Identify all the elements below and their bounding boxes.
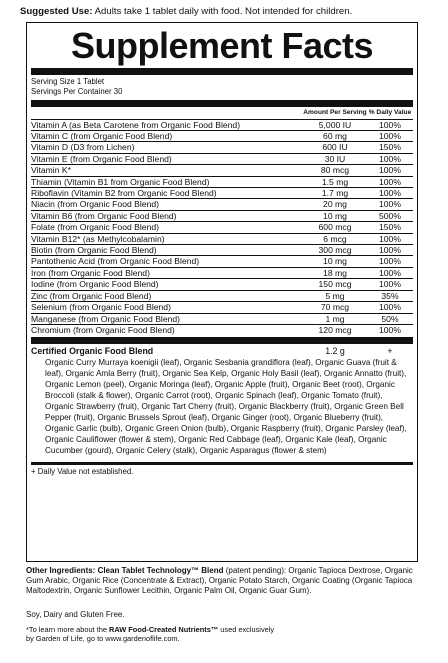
nutrient-row <box>31 119 413 130</box>
nutrient-row <box>31 130 413 141</box>
nutrient-name: Vitamin E (from Organic Food Blend) <box>31 153 172 164</box>
nutrient-row <box>31 278 413 289</box>
nutrient-name: Vitamin K* <box>31 165 71 176</box>
suggested-use-text: Adults take 1 tablet daily with food. Not intended for children. <box>92 6 353 17</box>
nutrient-amount: 6 mcg <box>323 233 347 244</box>
nutrient-row <box>31 290 413 301</box>
nutrient-dv: 100% <box>379 131 401 141</box>
nutrient-amount: 60 mg <box>323 131 347 141</box>
nutrient-name: Manganese (from Organic Food Blend) <box>31 313 181 324</box>
nutrient-dv: 150% <box>379 222 401 233</box>
dv-footnote: + Daily Value not established. <box>31 467 134 477</box>
nutrient-row <box>31 233 413 244</box>
nutrient-row <box>31 301 413 312</box>
nutrient-dv: 100% <box>379 267 401 278</box>
nutrient-name: Vitamin A (as Beta Carotene from Organic Food Blend) <box>31 119 241 130</box>
nutrient-dv: 100% <box>379 279 401 290</box>
nutrient-amount: 5,000 IU <box>318 119 352 130</box>
column-header <box>31 107 413 118</box>
blend-description: Organic Curry Murraya koenigii (leaf), Organic Sesbania grandiflora (leaf), Organic Guava (fruit & leaf), Organic Amla Berry (fruit), Organic Sea Kelp, Organic Holy Basil (leaf), Organic Annatto (fruit), Organic Lemon (peel), Organic Moringa (leaf), Organic Apple (fruit), Organic Beet (root), Organic Broccoli (stalk & flower), Organic Carrot (root), Organic Spinach (leaf), Organic Tomato (fruit), Organic Strawberry (fruit), Organic Tart Cherry (fruit), Organic Blackberry (fruit), Organic Green Bell Pepper (fruit), Organic Brussels Sprout (leaf), Organic Ginger (root), Organic Blueberry (fruit), Organic Garlic (bulb), Organic Green Onion (bulb), Organic Raspberry (fruit), Organic Parsley (leaf), Organic Cauliflower (flower & stem), Organic Red Cabbage (leaf), Organic Kale (leaf), Organic Cucumber (gourd), Organic Celery (stalk), Organic Asparagus (flower & stem) <box>45 358 407 456</box>
nutrient-amount: 600 IU <box>322 142 348 153</box>
serving-size: Serving Size 1 Tablet <box>31 77 105 86</box>
nutrient-amount: 1.5 mg <box>321 176 349 187</box>
nutrient-amount: 20 mg <box>323 199 347 210</box>
nutrient-amount: 10 mg <box>323 256 347 267</box>
panel-title: Supplement Facts <box>70 25 374 66</box>
nutrient-dv: 100% <box>379 256 401 267</box>
nutrient-name: Biotin (from Organic Food Blend) <box>31 245 157 256</box>
suggested-use-label: Suggested Use: <box>20 6 93 17</box>
divider-thick <box>31 337 413 344</box>
nutrient-dv: 100% <box>379 176 401 187</box>
nutrient-name: Iodine (from Organic Food Blend) <box>31 279 159 290</box>
nutrient-row <box>31 267 413 278</box>
raw-food-note <box>26 625 276 644</box>
nutrient-dv: 100% <box>379 188 401 199</box>
note-bold: RAW Food-Created Nutrients™ <box>109 625 219 634</box>
nutrient-name: Vitamin B6 (from Organic Food Blend) <box>31 210 177 221</box>
nutrient-amount: 1 mg <box>325 313 345 324</box>
nutrient-row <box>31 313 413 324</box>
nutrient-dv: 150% <box>379 142 401 153</box>
blend-amount: 1.2 g <box>325 346 345 357</box>
nutrient-row <box>31 141 413 152</box>
nutrient-row <box>31 198 413 209</box>
nutrient-name: Iron (from Organic Food Blend) <box>31 267 150 278</box>
allergen-statement: Soy, Dairy and Gluten Free. <box>26 610 125 619</box>
divider-thick <box>31 100 413 107</box>
serving-info <box>31 75 413 98</box>
blend-name: Certified Organic Food Blend <box>31 346 154 357</box>
nutrient-name: Thiamin (Vitamin B1 from Organic Food Blend) <box>31 176 210 187</box>
amount-header: Amount Per Serving <box>303 109 367 117</box>
nutrient-row <box>31 176 413 187</box>
nutrient-dv: 100% <box>379 324 401 335</box>
nutrient-amount: 80 mcg <box>320 165 350 176</box>
nutrient-name: Chromium (from Organic Food Blend) <box>31 324 175 335</box>
other-ingredients-text: (patent pending): Organic Tapioca Dextrose, Organic Gum Arabic, Organic Rice (Concentrate & Extract), Organic Potato Starch, Organic Coating (Organic Tapioca Maltodextrin, Organic Sunflower Lecithin, Organic Palm Oil, Organic Guar Gum). <box>26 566 413 595</box>
divider-thick <box>31 68 413 75</box>
nutrient-amount: 5 mg <box>325 290 345 301</box>
nutrient-name: Pantothenic Acid (from Organic Food Blend) <box>31 256 200 267</box>
nutrient-amount: 10 mg <box>323 210 347 221</box>
nutrient-name: Folate (from Organic Food Blend) <box>31 222 160 233</box>
nutrient-amount: 30 IU <box>324 153 346 164</box>
nutrient-row <box>31 244 413 255</box>
nutrient-name: Vitamin D (D3 from Lichen) <box>31 142 135 153</box>
nutrient-row <box>31 210 413 221</box>
nutrient-table <box>31 119 413 336</box>
nutrient-amount: 150 mcg <box>318 279 352 290</box>
suggested-use <box>20 6 352 17</box>
nutrient-name: Vitamin B12* (as Methylcobalamin) <box>31 233 165 244</box>
nutrient-row <box>31 221 413 232</box>
nutrient-row <box>31 324 413 335</box>
note-prefix: *To learn more about the <box>26 625 109 634</box>
blend-dv: + <box>387 346 393 357</box>
nutrient-amount: 18 mg <box>323 267 347 278</box>
nutrient-name: Niacin (from Organic Food Blend) <box>31 199 159 210</box>
nutrient-dv: 100% <box>379 245 401 256</box>
nutrient-dv: 100% <box>379 119 401 130</box>
nutrient-name: Selenium (from Organic Food Blend) <box>31 302 171 313</box>
nutrient-amount: 600 mcg <box>318 222 352 233</box>
nutrient-amount: 1.7 mg <box>321 188 349 199</box>
nutrient-dv: 100% <box>379 165 401 176</box>
nutrient-dv: 50% <box>381 313 399 324</box>
nutrient-dv: 100% <box>379 302 401 313</box>
blend-row <box>31 344 413 357</box>
nutrient-name: Vitamin C (from Organic Food Blend) <box>31 131 173 141</box>
nutrient-dv: 35% <box>381 290 399 301</box>
dv-header: % Daily Value <box>368 109 412 117</box>
nutrient-name: Riboflavin (Vitamin B2 from Organic Food Blend) <box>31 188 217 199</box>
nutrient-row <box>31 187 413 198</box>
note-suffix: used exclusively by Garden of Life, go to www.gardenoflife.com. <box>26 625 275 644</box>
other-ingredients-label: Other Ingredients: Clean Tablet Technology™ Blend <box>26 566 224 575</box>
nutrient-amount: 120 mcg <box>318 324 352 335</box>
nutrient-dv: 100% <box>379 233 401 244</box>
nutrient-dv: 100% <box>379 153 401 164</box>
nutrient-name: Zinc (from Organic Food Blend) <box>31 290 152 301</box>
nutrient-amount: 300 mcg <box>318 245 352 256</box>
nutrient-amount: 70 mcg <box>320 302 350 313</box>
servings-per-container: Servings Per Container 30 <box>31 86 123 96</box>
nutrient-dv: 100% <box>379 199 401 210</box>
nutrient-row <box>31 164 413 175</box>
nutrient-row <box>31 153 413 164</box>
supplement-facts-panel <box>26 22 418 562</box>
other-ingredients <box>26 566 426 596</box>
nutrient-row <box>31 255 413 266</box>
nutrient-dv: 500% <box>379 210 401 221</box>
